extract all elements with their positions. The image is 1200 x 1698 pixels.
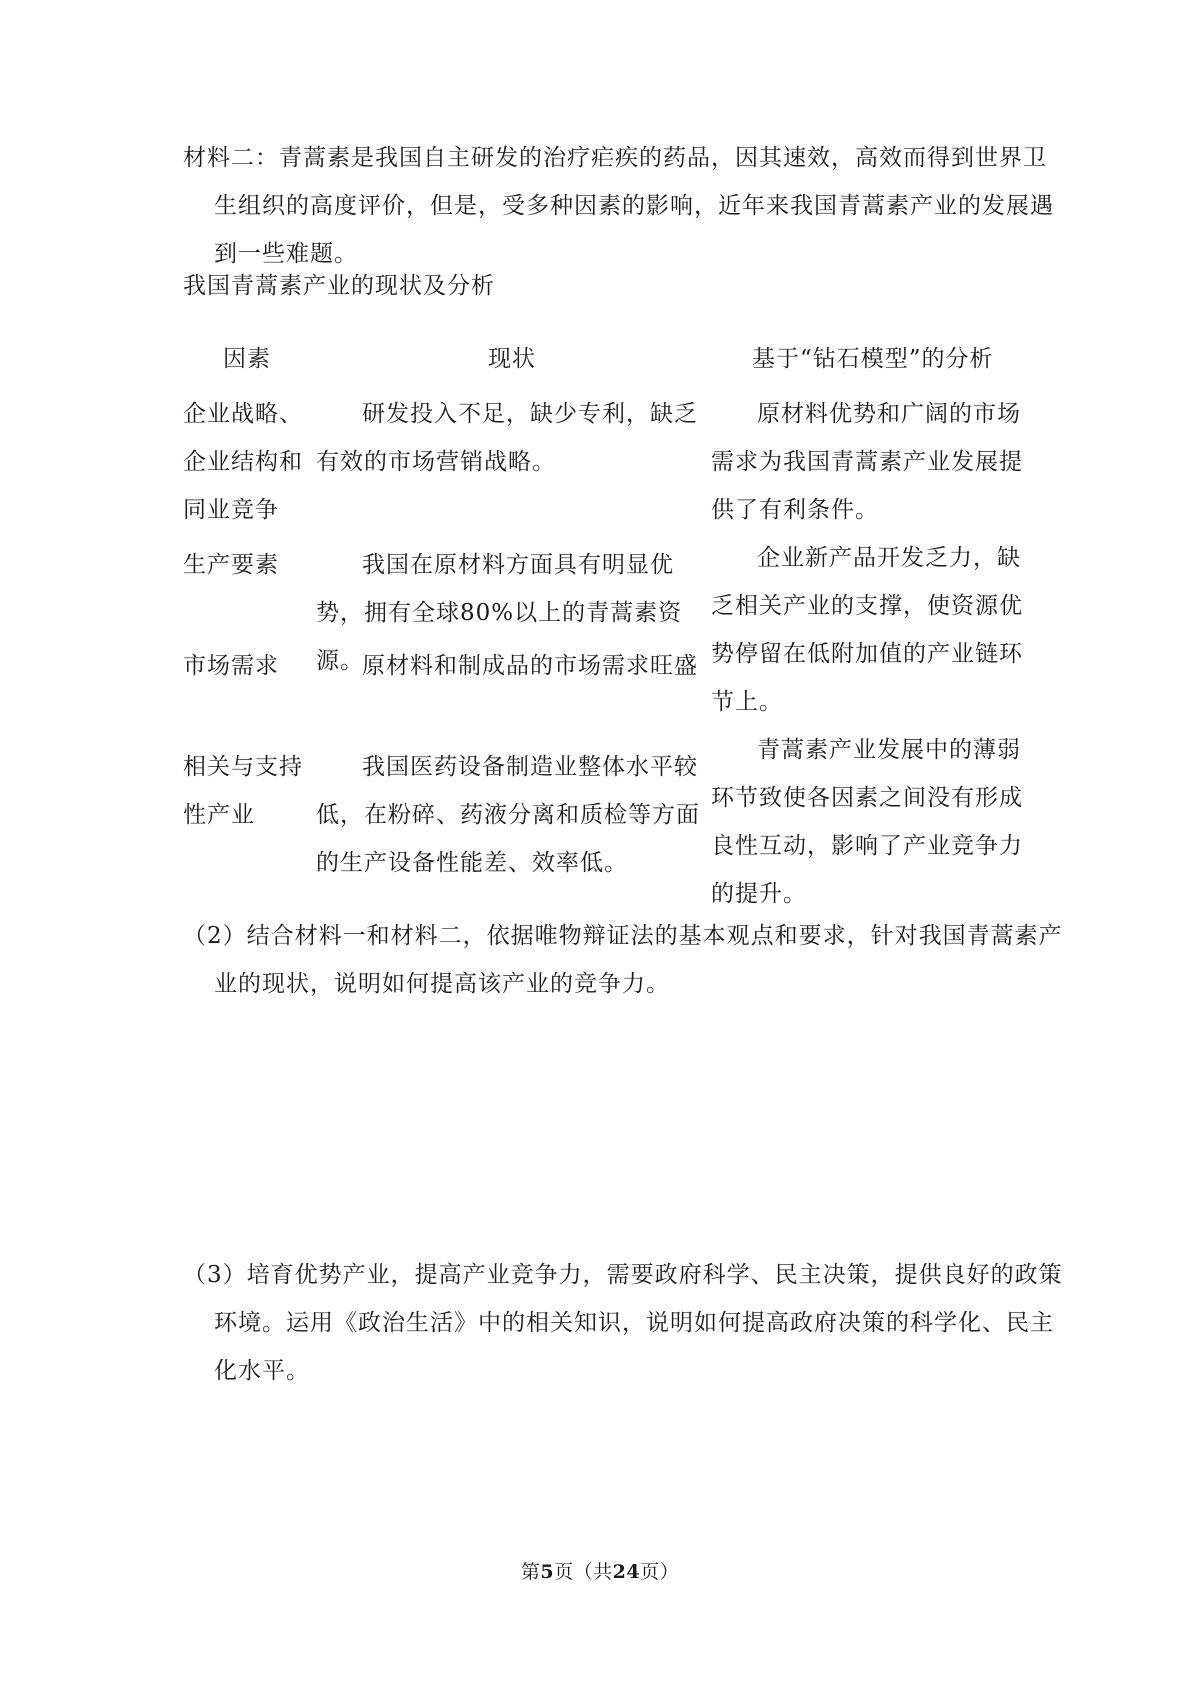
factor-cell-demand: 市场需求 bbox=[183, 653, 279, 679]
header-status: 现状 bbox=[488, 346, 536, 372]
status-cell-production: 我国在原材料方面具有明显优势，拥有全球80%以上的青蒿素资源。 bbox=[316, 552, 683, 674]
question-3: （3）培育优势产业，提高产业竞争力，需要政府科学、民主决策，提供良好的政策环境。运用《政治生活》中的相关知识，说明如何提高政府决策的科学化、民主化水平。 bbox=[183, 1262, 1063, 1384]
footer-total-pages: 24 bbox=[612, 1561, 641, 1583]
analysis-cell-interaction: 青蒿素产业发展中的薄弱环节致使各因素之间没有形成良性互动，影响了产业竞争力的提升。 bbox=[711, 737, 1023, 907]
status-cell-related: 我国医药设备制造业整体水平较低，在粉碎、药液分离和质检等方面的生产设备性能差、效率低。 bbox=[316, 754, 700, 876]
header-analysis: 基于“钻石模型”的分析 bbox=[752, 346, 994, 372]
footer-page-number: 5 bbox=[540, 1561, 555, 1583]
table-title: 我国青蒿素产业的现状及分析 bbox=[183, 273, 495, 299]
status-cell-demand: 原材料和制成品的市场需求旺盛 bbox=[362, 653, 698, 679]
page-footer bbox=[0, 1557, 1200, 1584]
footer-middle: 页（共 bbox=[554, 1561, 613, 1583]
footer-suffix: 页） bbox=[640, 1561, 680, 1583]
analysis-cell-advantage: 原材料优势和广阔的市场需求为我国青蒿素产业发展提供了有利条件。 bbox=[711, 401, 1023, 523]
footer-prefix: 第 bbox=[520, 1561, 541, 1583]
factor-cell-strategy: 企业战略、企业结构和同业竞争 bbox=[183, 401, 303, 523]
analysis-cell-weakness: 企业新产品开发乏力，缺乏相关产业的支撑，使资源优势停留在低附加值的产业链环节上。 bbox=[711, 545, 1023, 715]
status-cell-strategy: 研发投入不足，缺少专利，缺乏有效的市场营销战略。 bbox=[316, 401, 698, 475]
material-two-paragraph: 材料二：青蒿素是我国自主研发的治疗疟疾的药品，因其速效，高效而得到世界卫生组织的高度评价，但是，受多种因素的影响，近年来我国青蒿素产业的发展遇到一些难题。 bbox=[183, 145, 1054, 267]
question-2: （2）结合材料一和材料二，依据唯物辩证法的基本观点和要求，针对我国青蒿素产业的现状，说明如何提高该产业的竞争力。 bbox=[183, 923, 1063, 997]
factor-cell-production: 生产要素 bbox=[183, 552, 279, 578]
factor-cell-related: 相关与支持性产业 bbox=[183, 754, 303, 828]
header-factor: 因素 bbox=[223, 346, 271, 372]
